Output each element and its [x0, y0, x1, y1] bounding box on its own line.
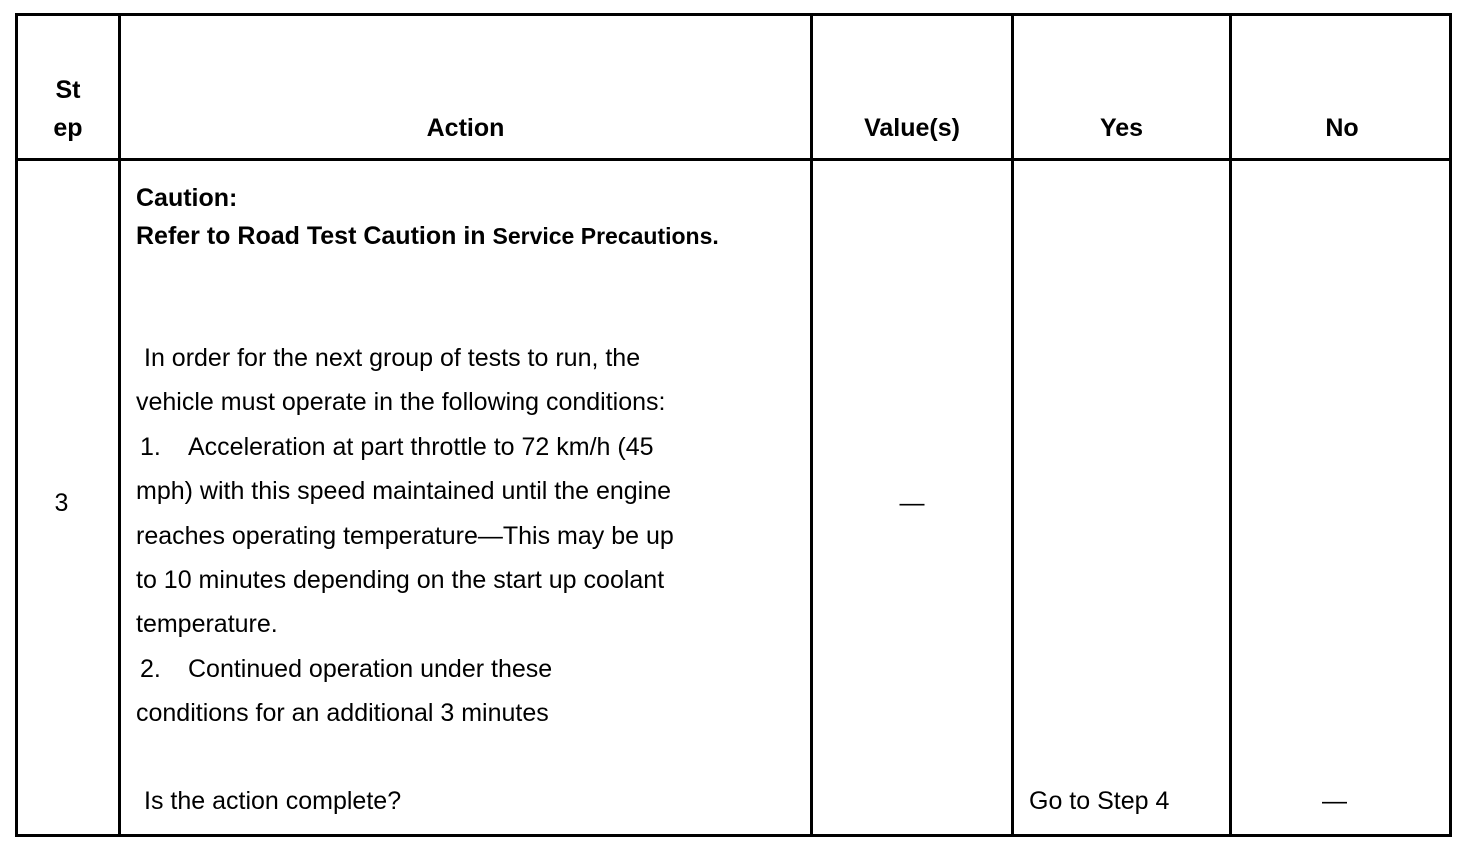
action-cell [136, 179, 806, 255]
list-item-2-cont: conditions for an additional 3 minutes [136, 699, 549, 728]
caution-text-part: Refer to Road Test Caution in [136, 222, 493, 250]
action-instructions [136, 336, 806, 736]
list-item-1-cont: mph) with this speed maintained until the engine [136, 477, 672, 506]
row-no: — [1322, 787, 1347, 815]
header-action: Action [426, 114, 505, 142]
diagnostic-table [15, 13, 1452, 837]
list-item-1-cont: to 10 minutes depending on the start up coolant [136, 566, 665, 595]
header-step-line1: St [55, 76, 81, 104]
caution-text-link: Service Precautions. [492, 223, 719, 249]
row-value: — [899, 489, 925, 517]
header-values: Value(s) [864, 114, 960, 142]
row-step-number: 3 [54, 489, 69, 517]
caution-text [136, 217, 806, 255]
intro-line: In order for the next group of tests to run, the [144, 344, 641, 372]
list-text: Acceleration at part throttle to 72 km/h (45 [188, 432, 654, 461]
intro-line: vehicle must operate in the following conditions: [136, 388, 666, 417]
row-yes-link[interactable]: Go to Step 4 [1029, 787, 1170, 815]
list-number: 2. [140, 654, 161, 683]
list-item-1 [136, 425, 806, 469]
header-no: No [1325, 114, 1359, 142]
header-divider [18, 158, 1449, 161]
list-item-2 [136, 647, 806, 691]
caution-title: Caution: [136, 184, 238, 212]
header-step [18, 71, 118, 147]
header-yes: Yes [1099, 114, 1144, 142]
list-text: Continued operation under these [188, 654, 553, 683]
list-item-1-cont: temperature. [136, 610, 278, 639]
list-item-1-cont: reaches operating temperature—This may be up [136, 521, 674, 550]
list-number: 1. [140, 432, 161, 461]
header-step-line2: ep [53, 114, 83, 142]
caution-block [136, 179, 806, 255]
question-text: Is the action complete? [144, 787, 402, 815]
